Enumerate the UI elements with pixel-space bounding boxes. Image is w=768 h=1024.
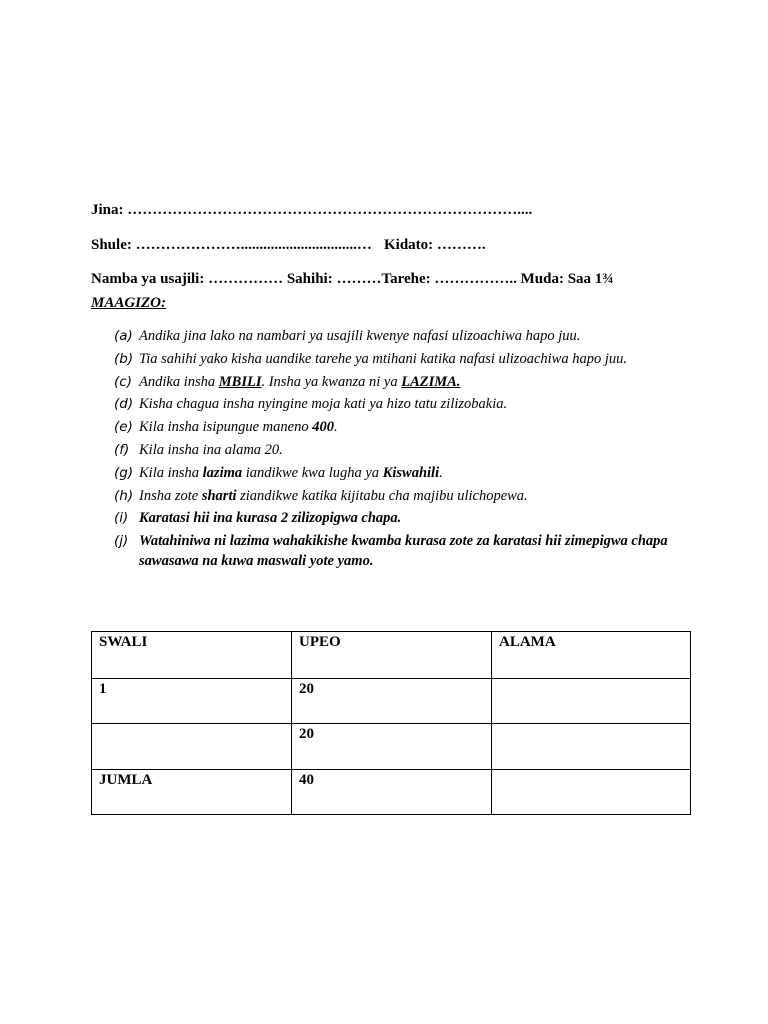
instruction-emphasis: 400 (312, 419, 334, 436)
table-row (92, 724, 691, 770)
instruction-emphasis: sharti (201, 487, 237, 504)
score-table (91, 631, 691, 815)
instruction-item (114, 349, 674, 369)
table-cell: 40 (292, 770, 492, 815)
instruction-label: (e) (114, 419, 133, 436)
instruction-text-part: . (333, 419, 338, 436)
instruction-label: (i) (114, 510, 129, 527)
instruction-label: (h) (114, 487, 134, 504)
instruction-item (114, 326, 674, 346)
header-cell: ALAMA (492, 632, 691, 679)
name-field-line: Jina: …………………………………………………………………….... (91, 202, 533, 218)
instruction-item (114, 394, 674, 414)
instruction-emphasis: Kiswahili (382, 464, 440, 481)
table-cell: JUMLA (92, 770, 292, 815)
instruction-label: (j) (114, 533, 129, 550)
table-cell (492, 770, 691, 815)
table-row (92, 679, 691, 724)
instructions-list (114, 326, 674, 574)
instruction-label: (d) (114, 396, 134, 413)
instruction-text: Karatasi hii ina kurasa 2 zilizopigwa chapa. (139, 510, 402, 527)
instruction-text-part: Insha zote (139, 487, 202, 504)
table-row (92, 770, 691, 815)
instruction-emphasis: MBILI (218, 373, 262, 390)
instruction-emphasis: LAZIMA. (401, 373, 461, 390)
table-cell: 20 (292, 724, 492, 770)
registration-field-line: Namba ya usajili: …………… Sahihi: ………Tarehe: …………….. Muda: Saa 1¾ (91, 271, 614, 287)
instruction-text-part: Kila insha (139, 464, 203, 481)
instruction-emphasis: lazima (202, 464, 243, 481)
instruction-text: Kila insha ina alama 20. (139, 441, 283, 458)
instruction-item (114, 463, 674, 483)
instruction-text: Kisha chagua insha nyingine moja kati ya hizo tatu zilizobakia. (139, 396, 508, 413)
instruction-text (139, 372, 460, 392)
class-field-line: Kidato: ………. (384, 237, 486, 253)
instruction-text-part: Andika insha (139, 373, 219, 390)
instruction-text-part: iandikwe kwa lugha ya (242, 464, 383, 481)
table-cell: 20 (292, 679, 492, 724)
instruction-label: (b) (114, 350, 134, 367)
instruction-item (114, 440, 674, 460)
header-cell: UPEO (292, 632, 492, 679)
table-cell (492, 724, 691, 770)
instruction-item (114, 417, 674, 437)
instruction-text: Andika jina lako na nambari ya usajili kwenye nafasi ulizoachiwa hapo juu. (139, 328, 581, 344)
instruction-label: (c) (114, 373, 132, 390)
school-field-line: Shule: …………………...............................… (91, 237, 372, 253)
table-cell (492, 679, 691, 724)
instruction-text (139, 463, 443, 483)
instruction-label: (f) (114, 441, 130, 458)
instruction-text: Tia sahihi yako kisha uandike tarehe ya mtihani katika nafasi ulizoachiwa hapo juu. (139, 350, 627, 367)
instruction-label: (g) (114, 464, 134, 481)
instruction-text (139, 486, 528, 506)
instruction-label: (a) (114, 328, 133, 344)
instructions-title: MAAGIZO: (91, 295, 167, 311)
instruction-text-part: ziandikwe katika kijitabu cha majibu ulichopewa. (236, 487, 528, 504)
instruction-item (114, 486, 674, 506)
instruction-item (114, 372, 674, 392)
instruction-text-part: . (439, 464, 443, 481)
instruction-text-part: Kila insha isipungue maneno (139, 419, 313, 436)
table-cell: 1 (92, 679, 292, 724)
instruction-text (139, 417, 338, 437)
table-cell (92, 724, 292, 770)
table-header-row (92, 632, 691, 679)
instruction-item (114, 508, 674, 528)
instruction-text: Watahiniwa ni lazima wahakikishe kwamba kurasa zote za karatasi hii zimepigwa chapa sawasawa na kuwa maswali yote yamo. (139, 533, 668, 570)
instruction-item (114, 531, 674, 571)
header-cell: SWALI (92, 632, 292, 679)
instruction-text-part: . Insha ya kwanza ni ya (261, 373, 402, 390)
